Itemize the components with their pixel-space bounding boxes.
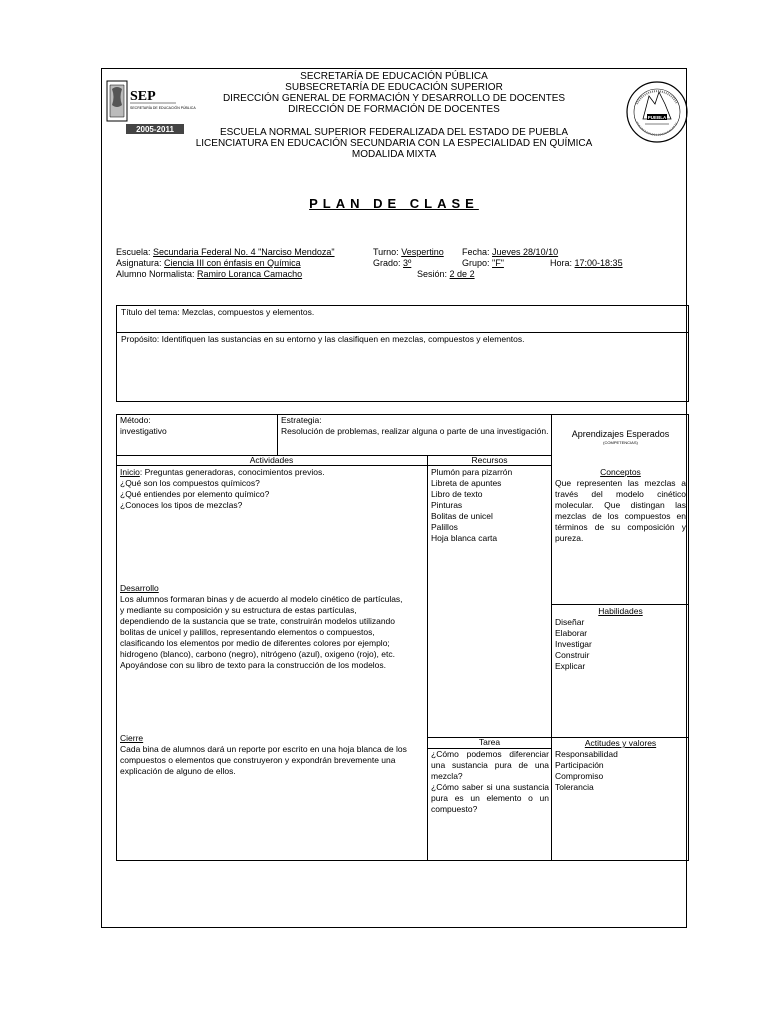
inicio-question: ¿Qué entiendes por elemento químico? — [120, 489, 270, 499]
header-line-1: SECRETARÍA DE EDUCACIÓN PÚBLICA — [300, 71, 488, 82]
recurso-item: Bolitas de unicel — [431, 511, 493, 521]
inicio-section: Inicio: Preguntas generadoras, conocimientos previos. ¿Qué son los compuestos químicos? ¿Qué entiendes por elemento químico? ¿Conoces los tipos de mezclas? — [120, 467, 425, 515]
proposito-text: Propósito: Identifiquen las sustancias en su entorno y las clasifiquen en mezclas, compuestos y elementos. — [121, 334, 525, 344]
tarea-section — [431, 749, 549, 859]
document-header — [102, 69, 686, 189]
recursos-header: Recursos — [471, 455, 508, 465]
document-page — [101, 68, 687, 928]
recurso-item: Pinturas — [431, 500, 463, 510]
tarea-question: ¿Cómo saber si una sustancia pura es un elemento o un compuesto? — [431, 782, 549, 814]
habilidad-item: Investigar — [555, 639, 592, 649]
info-grupo: Grupo: "F" — [462, 258, 504, 268]
info-grado: Grado: 3º — [373, 258, 412, 268]
habilidad-item: Diseñar — [555, 617, 585, 627]
info-fecha: Fecha: Jueves 28/10/10 — [462, 247, 559, 257]
svg-text:2005-2011: 2005-2011 — [136, 125, 174, 134]
svg-text:PUEBLA: PUEBLA — [647, 115, 667, 120]
inicio-question: ¿Qué son los compuestos químicos? — [120, 478, 260, 488]
recurso-item: Hoja blanca carta — [431, 533, 498, 543]
svg-text:SECRETARÍA DE EDUCACIÓN PÚBLIC: SECRETARÍA DE EDUCACIÓN PÚBLICA — [130, 106, 196, 110]
info-hora: Hora: 17:00-18:35 — [550, 258, 623, 268]
aprendizajes-header: Aprendizajes Esperados (COMPETENCIAS) — [571, 429, 670, 445]
school-line-1: ESCUELA NORMAL SUPERIOR FEDERALIZADA DEL ESTADO DE PUEBLA — [219, 127, 569, 138]
info-sesion: Sesión: 2 de 2 — [417, 269, 475, 279]
actitud-item: Participación — [555, 760, 604, 770]
tema-box — [116, 305, 689, 333]
actitudes-header: Actitudes y valores — [584, 738, 657, 748]
escuela-normal-seal — [625, 74, 690, 154]
habilidad-item: Elaborar — [555, 628, 588, 638]
estrategia-cell: Estrategia: Resolución de problemas, realizar alguna o parte de una investigación. — [281, 415, 549, 436]
conceptos-header: Conceptos — [600, 467, 641, 477]
actitud-item: Responsabilidad — [555, 749, 618, 759]
recurso-item: Libro de texto — [431, 489, 483, 499]
recurso-item: Palillos — [431, 522, 458, 532]
actitudes-section — [555, 738, 686, 858]
desarrollo-section: Desarrollo Los alumnos formaran binas y de acuerdo al modelo cinético de partículas, y mediante su composición y su estructura de estas partículas, dependiendo de la sustancia que se trate, construirán modelos utilizando bolitas de unicel y palillos, representando elementos o compuestos, clasificando los elementos por medio de diferentes colores por ejemplo; hidrogeno (blanco), carbono (negro), nitrógeno (azul), oxigeno (rojo), etc. Apoyándose con su libro de texto para la construcción de los modelos. — [120, 583, 403, 670]
actitud-item: Tolerancia — [555, 782, 594, 792]
habilidades-header: Habilidades — [598, 606, 643, 616]
conceptos-section — [555, 467, 686, 602]
habilidad-item: Explicar — [555, 661, 586, 671]
header-line-4: DIRECCIÓN DE FORMACIÓN DE DOCENTES — [288, 104, 500, 115]
actitud-item: Compromiso — [555, 771, 604, 781]
recurso-item: Libreta de apuntes — [431, 478, 502, 488]
inicio-question: ¿Conoces los tipos de mezclas? — [120, 500, 243, 510]
recursos-list — [431, 467, 549, 547]
info-row-1: Escuela: Secundaria Federal No. 4 "Narciso Mendoza" — [116, 247, 335, 257]
tarea-header: Tarea — [478, 737, 501, 747]
tarea-question: ¿Cómo podemos diferenciar una sustancia pura de una mezcla? — [431, 749, 549, 781]
school-line-3: MODALIDA MIXTA — [351, 149, 437, 160]
page-title: PLAN DE CLASE — [309, 196, 479, 211]
conceptos-text: Que representen las mezclas a través del modelo cinético molecular. Que distingan las mezclas de los compuestos en términos de su composición y pureza. — [555, 478, 686, 543]
tema-text: Título del tema: Mezclas, compuestos y elementos. — [121, 307, 315, 317]
proposito-box — [116, 332, 689, 402]
school-line-2: LICENCIATURA EN EDUCACIÓN SECUNDARIA CON LA ESPECIALIDAD EN QUÍMICA — [195, 138, 593, 149]
recurso-item: Plumón para pizarrón — [431, 467, 513, 477]
info-asignatura: Asignatura: Ciencia III con énfasis en Química — [116, 258, 301, 268]
header-line-3: DIRECCIÓN GENERAL DE FORMACIÓN Y DESARROLLO DE DOCENTES — [222, 93, 566, 104]
habilidad-item: Construir — [555, 650, 590, 660]
info-alumno: Alumno Normalista: Ramiro Loranca Camacho — [116, 269, 303, 279]
svg-text:SEP: SEP — [130, 89, 156, 104]
header-line-2: SUBSECRETARÍA DE EDUCACIÓN SUPERIOR — [285, 82, 503, 93]
actividades-header: Actividades — [249, 455, 294, 465]
info-turno: Turno: Vespertino — [373, 247, 444, 257]
cierre-section: Cierre Cada bina de alumnos dará un reporte por escrito en una hoja blanca de los compuestos o elementos que construyeron y expondrán brevemente una explicación de alguno de ellos. — [120, 733, 407, 776]
metodo-cell: Método: investigativo — [120, 415, 167, 436]
habilidades-section — [555, 606, 686, 734]
